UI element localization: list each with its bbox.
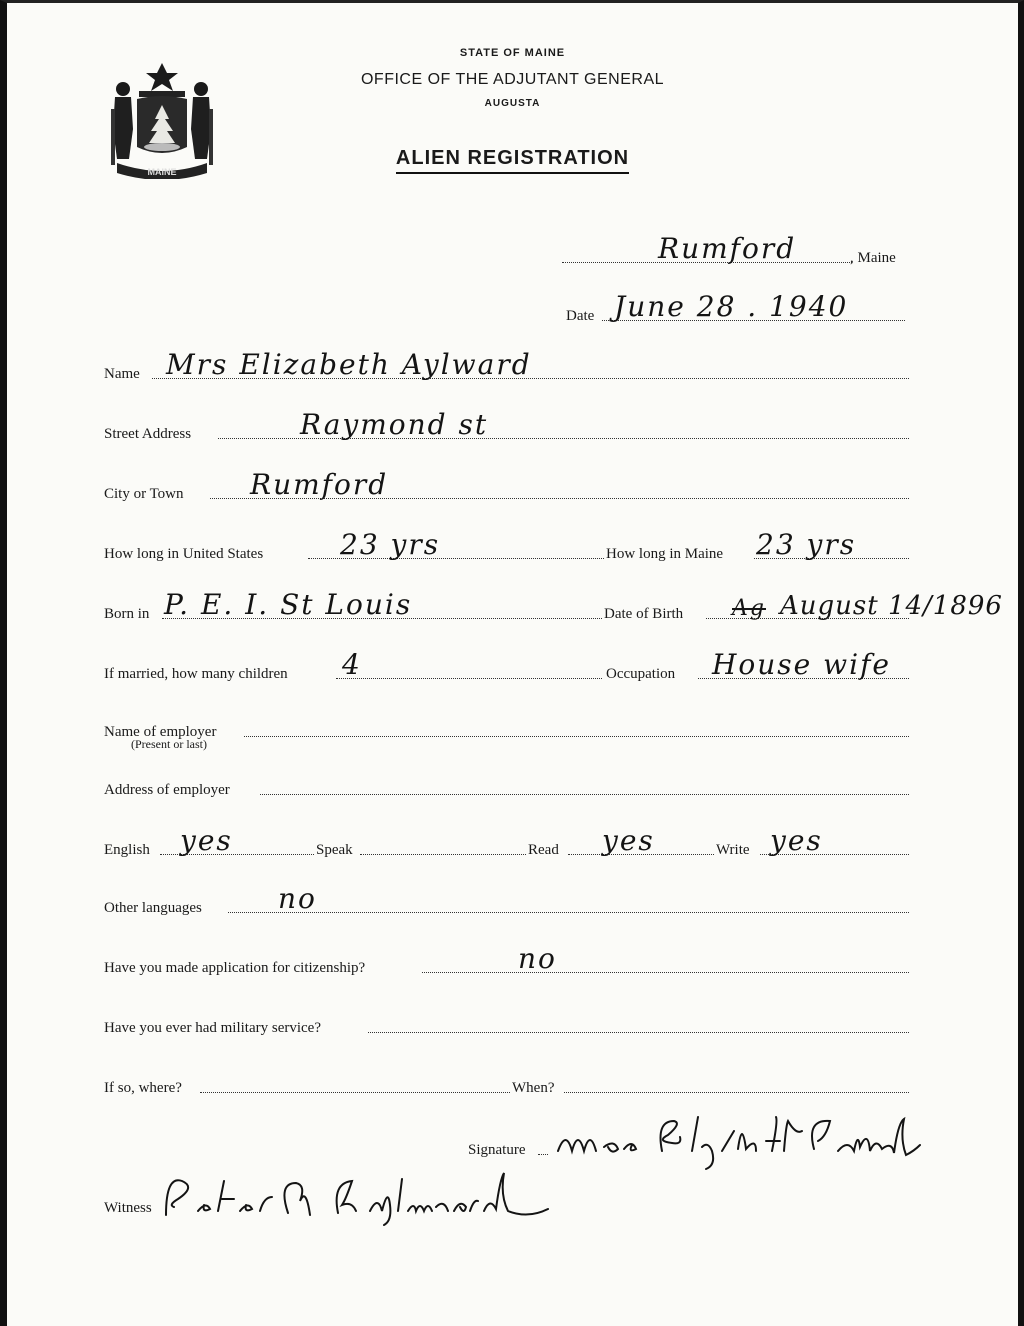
employer-address-field[interactable]	[104, 769, 909, 799]
dob-value[interactable]: August 14/1896	[780, 591, 1003, 621]
military-label: Have you ever had military service?	[104, 1020, 321, 1036]
place-town-value: Rumford	[658, 232, 797, 265]
name-label: Name	[104, 366, 140, 382]
occupation-value[interactable]: House wife	[712, 648, 892, 681]
date-field[interactable]	[562, 290, 907, 325]
english-value[interactable]: yes	[180, 824, 233, 857]
write-label: Write	[716, 842, 750, 858]
speak-label: Speak	[316, 842, 353, 858]
how-long-us-value[interactable]: 23 yrs	[340, 528, 441, 561]
when-label: When?	[512, 1080, 555, 1096]
city-value: Rumford	[250, 468, 389, 501]
employer-label: Name of employer	[104, 724, 217, 740]
name-value: Mrs Elizabeth Aylward	[166, 348, 532, 381]
citizenship-value: no	[518, 942, 557, 975]
other-languages-label: Other languages	[104, 900, 202, 916]
date-label: Date	[566, 308, 595, 324]
where-label: If so, where?	[104, 1080, 182, 1096]
children-label: If married, how many children	[104, 666, 288, 682]
city-label: City or Town	[104, 486, 184, 502]
occupation-label: Occupation	[606, 666, 676, 682]
how-long-row	[104, 528, 909, 563]
place-field[interactable]	[562, 232, 912, 267]
street-value: Raymond st	[300, 408, 489, 441]
write-value[interactable]: yes	[770, 824, 823, 857]
where-when-row	[104, 1067, 909, 1097]
other-languages-field[interactable]	[104, 882, 909, 917]
birth-row	[104, 588, 1003, 623]
other-languages-value: no	[278, 882, 317, 915]
place-state-label: , Maine	[850, 250, 896, 266]
employer-field[interactable]	[104, 711, 909, 741]
read-label: Read	[528, 842, 559, 858]
employer-sublabel: (Present or last)	[131, 737, 207, 751]
signature-label: Signature	[468, 1142, 526, 1158]
street-field[interactable]	[104, 408, 909, 443]
read-value[interactable]: yes	[602, 824, 655, 857]
street-label: Street Address	[104, 426, 192, 442]
signature-field[interactable]	[468, 1129, 988, 1159]
english-row	[104, 824, 909, 859]
citizenship-field[interactable]	[104, 942, 909, 977]
form-title-text: ALIEN REGISTRATION	[396, 147, 629, 174]
witness-value	[162, 1182, 421, 1215]
how-long-maine-label: How long in Maine	[606, 546, 724, 562]
children-value[interactable]: 4	[342, 648, 362, 681]
signature-value	[556, 1124, 922, 1157]
header-city: AUGUSTA	[484, 98, 541, 109]
born-in-value[interactable]: P. E. I. St Louis	[164, 588, 413, 621]
header-state: STATE OF MAINE	[459, 47, 566, 59]
seal-lettering: MAINE	[147, 167, 177, 177]
employer-address-label: Address of employer	[104, 782, 230, 798]
form-title	[7, 147, 1018, 170]
witness-field[interactable]	[104, 1187, 584, 1217]
witness-label: Witness	[104, 1200, 152, 1216]
citizenship-label: Have you made application for citizenship?	[104, 960, 366, 976]
city-field[interactable]	[104, 468, 909, 503]
dob-label: Date of Birth	[604, 606, 684, 622]
how-long-maine-value[interactable]: 23 yrs	[756, 528, 857, 561]
how-long-us-label: How long in United States	[104, 546, 264, 562]
military-field[interactable]	[104, 1007, 909, 1037]
date-value: June 28 . 1940	[614, 290, 849, 323]
header-office: OFFICE OF THE ADJUTANT GENERAL	[360, 71, 665, 88]
name-field[interactable]	[104, 348, 909, 383]
born-in-label: Born in	[104, 606, 150, 622]
english-label: English	[104, 842, 150, 858]
children-occupation-row	[104, 648, 909, 683]
dob-struck-value: Ag	[732, 596, 766, 621]
